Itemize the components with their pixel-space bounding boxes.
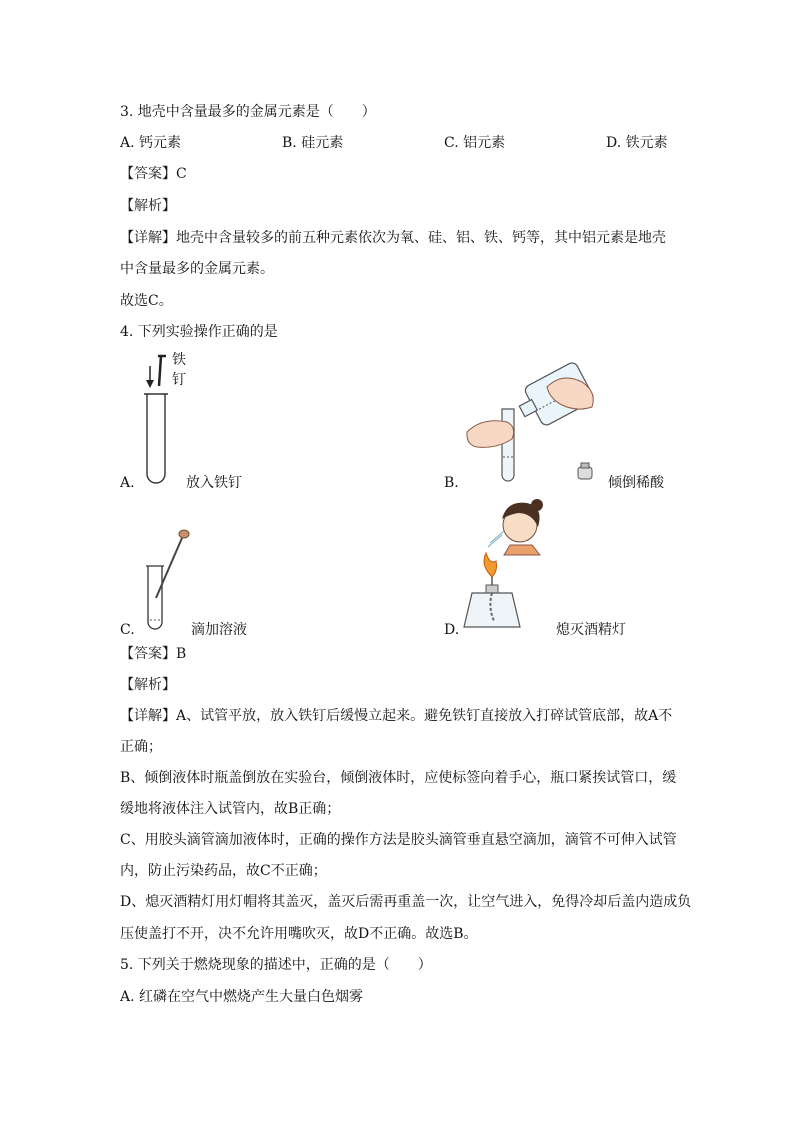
figure-c-dropper [140,528,200,632]
figure-b-letter: B. [444,475,459,491]
q3-detail-line1: 【详解】地壳中含量较多的前五种元素依次为氧、硅、铝、铁、钙等，其中铝元素是地壳 [120,230,666,246]
q3-option-d: D. 铁元素 [606,135,668,151]
q3-option-c: C. 铝元素 [444,135,506,151]
figure-a-nail-label-1: 铁 [172,352,186,368]
q5-question: 5. 下列关于燃烧现象的描述中，正确的是（ ） [120,957,432,973]
q5-option-a: A. 红磷在空气中燃烧产生大量白色烟雾 [120,989,364,1005]
q4-detail-line: 缓地将液体注入试管内，故B正确； [120,801,341,817]
figure-d-letter: D. [444,622,460,638]
q4-detail-line: D、熄灭酒精灯用灯帽将其盖灭，盖灭后需再重盖一次，让空气进入，免得冷却后盖内造成负 [120,894,692,910]
q4-detail-line: C、用胶头滴管滴加液体时，正确的操作方法是胶头滴管垂直悬空滴加，滴管不可伸入试管 [120,832,677,848]
q4-detail-line: B、倾倒液体时瓶盖倒放在实验台，倾倒液体时，应使标签向着手心，瓶口紧挨试管口，缓 [120,770,677,786]
q4-detail-line: 内，防止污染药品，故C不正确； [120,863,327,879]
q3-analysis-header: 【解析】 [120,198,176,214]
q3-answer: 【答案】C [120,166,187,182]
q3-conclusion: 故选C。 [120,293,173,309]
q4-detail-line: 压使盖打不开，决不允许用嘴吹灭，故D不正确。故选B。 [120,926,478,942]
figure-b-pouring-liquid [462,357,607,487]
figure-c-letter: C. [120,622,135,638]
figure-a-letter: A. [120,475,135,491]
q4-detail-line: 正确； [120,739,162,755]
q3-option-b: B. 硅元素 [282,135,344,151]
q4-answer: 【答案】B [120,646,187,662]
figure-a-nail-label-2: 钉 [172,372,186,388]
q3-detail-line2: 中含量最多的金属元素。 [120,261,274,277]
q4-detail-line: 【详解】A、试管平放，放入铁钉后缓慢立起来。避免铁钉直接放入打碎试管底部，故A不 [120,708,673,724]
figure-d-blowing-lamp [462,495,552,635]
figure-b-caption: 倾倒稀酸 [608,475,664,491]
q4-analysis-header: 【解析】 [120,677,176,693]
q3-option-a: A. 钙元素 [120,135,182,151]
figure-d-caption: 熄灭酒精灯 [556,622,626,638]
q3-question: 3. 地壳中含量最多的金属元素是（ ） [120,104,376,120]
figure-c-caption: 滴加溶液 [191,622,247,638]
figure-a-test-tube-nail [140,350,200,490]
q4-question: 4. 下列实验操作正确的是 [120,324,278,340]
figure-a-caption: 放入铁钉 [186,475,242,491]
